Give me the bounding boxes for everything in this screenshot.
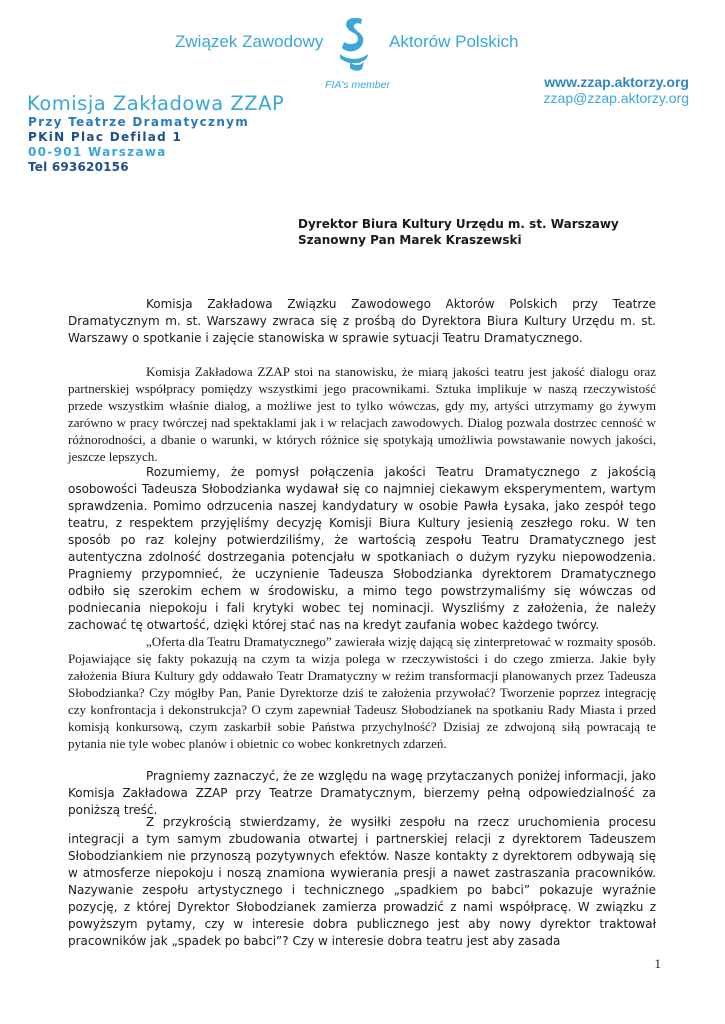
paragraph-4: „Oferta dla Teatru Dramatycznego” zawierała wizję dającą się zinterpretować w rozmaity sposób. Pojawiające się fakty pokazują na czym ta wizja polega w rzeczywistości i do czego zmierza. Jakie były założenia Biura Kultury gdy oddawało Teatr Dramatyczny w reżim transformacji planowanych przez Tadeusza Słobodzianka? Czy mógłby Pan, Panie Dyrektorze dziś te założenia przywołać? Tworzenie poprzez integrację czy konfrontacja i dekonstrukcja? O czym zapewniał Tadeusz Słobodzianek na spotkaniu Rady Miasta i przed komisją konkursową, czym zaskarbił sobie Państwa przychylność? Dzisiaj ze zdwojoną siłą powracają te pytania nie tyle wobec planów i obietnic co wobec konkretnych zdarzeń. bbox=[68, 634, 656, 751]
email-link[interactable]: zzap@zzap.aktorzy.org bbox=[543, 90, 689, 106]
paragraph-3: Rozumiemy, że pomysł połączenia jakości Teatru Dramatycznego z jakością osobowości Tadeusza Słobodzianka wydawał się co najmniej ciekawym eksperymentem, wartym sprawdzenia. Pomimo odrzucenia naszej kandydatury w osobie Pawła Łysaka, jako zespół tego teatru, z respektem przyjęliśmy decyzję Komisji Biura Kultury jesienią zeszłego roku. W ten sposób po raz kolejny potwierdziliśmy, że wartością zespołu Teatru Dramatycznego jest autentyczna zdolność dostrzegania potencjału w spotkaniach o dużym ryzyku niepowodzenia. Pragniemy przypomnieć, że uczynienie Tadeusza Słobodzianka dyrektorem Dramatycznego odbiło się szerokim echem w środowisku, a mimo tego powstrzymaliśmy się wówczas od podniecania niepokoju i fali krytyki wobec tej nominacji. Wyszliśmy z założenia, że należy zachować tę otwartość, dzięki której stać nas na kredyt zaufania wobec każdego twórcy. bbox=[68, 465, 656, 632]
union-name-right: Aktorów Polskich bbox=[389, 32, 519, 51]
committee-theatre: Przy Teatrze Dramatycznym bbox=[28, 115, 250, 129]
addressee-line-1: Dyrektor Biura Kultury Urzędu m. st. Warszawy bbox=[298, 217, 619, 231]
page-number: 1 bbox=[654, 956, 661, 971]
fia-member-label: FIA's member bbox=[325, 79, 391, 91]
committee-name: Komisja Zakładowa ZZAP bbox=[27, 92, 285, 115]
committee-postcode: 00-901 Warszawa bbox=[28, 145, 167, 159]
paragraph-6: Z przykrością stwierdzamy, że wysiłki zespołu na rzecz uruchomienia procesu integracji a tym samym zbudowania otwartej i partnerskiej relacji z dyrektorem Tadeuszem Słobodziankiem nie przynoszą pozytywnych efektów. Nasze kontakty z dyrektorem odbywają się w atmosferze niepokoju i noszą znamiona wywierania presji a nawet zastraszania pracowników. Nazywanie zespołu artystycznego i technicznego „spadkiem po babci” pokazuje wyraźnie pozycję, z której Dyrektor Słobodzianek zamierza prowadzić z nami współpracę. W związku z powyższym pytamy, czy w interesie dobra publicznego jest aby nowy dyrektor traktował pracowników jak „spadek po babci”? Czy w interesie dobra teatru jest aby zasada bbox=[68, 815, 656, 948]
website-link[interactable]: www.zzap.aktorzy.org bbox=[544, 74, 689, 90]
addressee-block bbox=[298, 216, 619, 248]
committee-address: PKiN Plac Defilad 1 bbox=[28, 130, 183, 144]
paragraph-1: Komisja Zakładowa Związku Zawodowego Aktorów Polskich przy Teatrze Dramatycznym m. st. Warszawy zwraca się z prośbą do Dyrektora Biura Kultury Urzędu m. st. Warszawy o spotkanie i zajęcie stanowiska w sprawie sytuacji Teatru Dramatycznego. bbox=[68, 297, 656, 345]
paragraph-5: Pragniemy zaznaczyć, że ze względu na wagę przytaczanych poniżej informacji, jako Komisja Zakładowa ZZAP przy Teatrze Dramatycznym, bierzemy pełną odpowiedzialność za poniższą treść. bbox=[68, 769, 656, 817]
zzap-logo-icon bbox=[334, 14, 374, 72]
paragraph-2: Komisja Zakładowa ZZAP stoi na stanowisku, że miarą jakości teatru jest jakość dialogu oraz partnerskiej współpracy pomiędzy wszystkimi jego pracownikami. Sztuka implikuje w naszą rzeczywistość przede wszystkim właśnie dialog, a możliwe jest to tylko wówczas, gdy my, artyści utrzymamy go żywym zarówno w pracy twórczej nad spektaklami jak i w relacjach zawodowych. Dialog pozwala dostrzec cenność w różnorodności, a dbanie o warunki, w których różnice się spotykają umożliwia powstawanie nowych jakości, jeszcze lepszych. bbox=[68, 364, 656, 464]
union-name-left: Związek Zawodowy bbox=[175, 32, 324, 51]
committee-phone: Tel 693620156 bbox=[28, 160, 129, 174]
addressee-line-2: Szanowny Pan Marek Kraszewski bbox=[298, 233, 522, 247]
